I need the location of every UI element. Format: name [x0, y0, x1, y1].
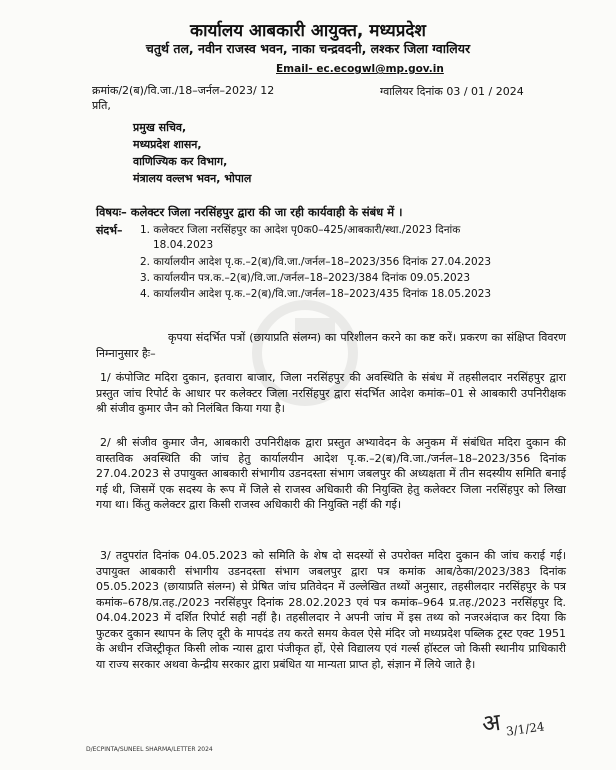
reference-item: 18.04.2023: [153, 239, 214, 251]
signature-initials: अ: [480, 707, 503, 739]
paragraph-3: 3/ तदुपरांत दिनांक 04.05.2023 को समिति के शेष दो सदस्यों से उपरोक्त मदिरा दुकान की जांच कराई गई। उपायुक्त आबकारी संभागीय उडनदस्ता संभाग जबलपुर द्वारा पत्र कमांक आब/ठेका/2023/383 दिनांक 05.05.2023 (छायाप्रति संलग्न) से प्रेषित जांच प्रतिवेदन में उल्लेखित तथ्यों अनुसार, तहसीलदार नरसिंहपुर के पत्र कमांक–678/प्र.तह./2023 नरसिंहपुर दिनांक 28.02.2023 एवं पत्र कमांक–964 प्र.तह./2023 नरसिंहपुर दि. 04.04.2023 में दर्शित रिपोर्ट सही नहीं है। तहसीलदार ने अपनी जांच में इस तथ्य को नजरअंदाज कर दिया कि फुटकर दुकान स्थापन के लिए दूरी के मापदंड तय करते समय केवल ऐसे मंदिर जो मध्यप्रदेश पब्लिक ट्रस्ट एक्ट 1951 के अधीन रजिस्ट्रीकृत किसी लोक न्यास द्वारा पंजीकृत हों, ऐसे विद्यालय एवं गर्ल्स हॉस्टल जो किसी स्थानीय प्राधिकारी या राज्य सरकार अथवा केन्द्रीय सरकार द्वारा प्रबंधित या मान्यता प्राप्त हो, संज्ञान में लिये जाते है।: [96, 549, 566, 671]
paragraph-2: 2/ श्री संजीव कुमार जैन, आबकारी उपनिरीक्षक द्वारा प्रस्तुत अभ्यावेदन के अनुकम में संबंधित मदिरा दुकान की वास्तविक अवस्थिति की जांच हेतु कार्यालयीन आदेश पृ.क.–2(ब)/वि.जा./जर्नल–18–2023/356 दिनांक 27.04.2023 से उपायुक्त आबकारी संभागीय उडनदस्ता संभाग जबलपुर की अध्यक्षता में तीन सदस्यीय समिति बनाई गई थी, जिसमें एक सदस्य के रूप में जिले से राजस्व अधिकारी की नियुक्ति हेतु कलेक्टर जिला नरसिंहपुर को लिखा गया था। किंतु कलेक्टर द्वारा किसी राजस्व अधिकारी की नियुक्ति नहीं की गई।: [96, 436, 566, 511]
reference-item: 1. कलेक्टर जिला नरसिंहपुर का आदेश पृ0क0–425/आबकारी/स्था./2023 दिनांक: [140, 224, 461, 236]
reference-number: क्रमांक/2(ब)/वि.जा./18–जर्नल–2023/ 12: [92, 84, 275, 97]
office-title: कार्यालय आबकारी आयुक्त, मध्यप्रदेश: [190, 21, 426, 41]
addressee-line: मंत्रालय वल्लभ भवन, भोपाल: [133, 172, 252, 185]
intro-paragraph: कृपया संदर्भित पत्रों (छायाप्रति संलग्न) का परिशीलन करने का कष्ट करें। प्रकरण का संक्षिप्त विवरण निम्नानुसार हैः–: [96, 331, 566, 360]
reference-item: 4. कार्यालयीन आदेश पृ.क.–2(ब)/वि.जा./जर्नल–18–2023/435 दिनांक 18.05.2023: [140, 288, 492, 300]
addressee-line: वाणिज्यिक कर विभाग,: [133, 155, 228, 168]
office-address: चतुर्थ तल, नवीन राजस्व भवन, नाका चन्द्रवदनी, लश्कर जिला ग्वालियर: [145, 41, 471, 56]
reference-item: 2. कार्यालयीन आदेश पृ.क.–2(ब)/वि.जा./जर्नल–18–2023/356 दिनांक 27.04.2023: [140, 256, 492, 268]
reference-item: 3. कार्यालयीन पत्र.क.–2(ब)/वि.जा./जर्नल–18–2023/384 दिनांक 09.05.2023: [140, 272, 471, 284]
signature-date: 3/1/24: [505, 719, 546, 739]
prati-label: प्रति,: [92, 99, 111, 112]
reference-label: संदर्भ–: [96, 224, 123, 237]
letter-date: ग्वालियर दिनांक 03 / 01 / 2024: [380, 85, 524, 98]
subject-line: विषयः– कलेक्टर जिला नरसिंहपुर द्वारा की जा रही कार्यवाही के संबंध में ।: [96, 205, 403, 219]
footer-path: D/ECPINTA/SUNEEL SHARMA/LETTER 2024: [86, 746, 213, 753]
paragraph-1: 1/ कंपोजिट मदिरा दुकान, इतवारा बाजार, जिला नरसिंहपुर की अवस्थिति के संबंध में तहसीलदार नरसिंहपुर द्वारा प्रस्तुत जांच रिपोर्ट के आधार पर कलेक्टर जिला नरसिंहपुर द्वारा संदर्भित आदेश कमांक–01 से आबकारी उपनिरीक्षक श्री संजीव कुमार जैन को निलंबित किया गया है।: [96, 371, 566, 415]
office-email: Email- ec.ecogwl@mp.gov.in: [276, 63, 444, 75]
addressee-line: प्रमुख सचिव,: [133, 121, 187, 134]
addressee-line: मध्यप्रदेश शासन,: [133, 138, 202, 151]
